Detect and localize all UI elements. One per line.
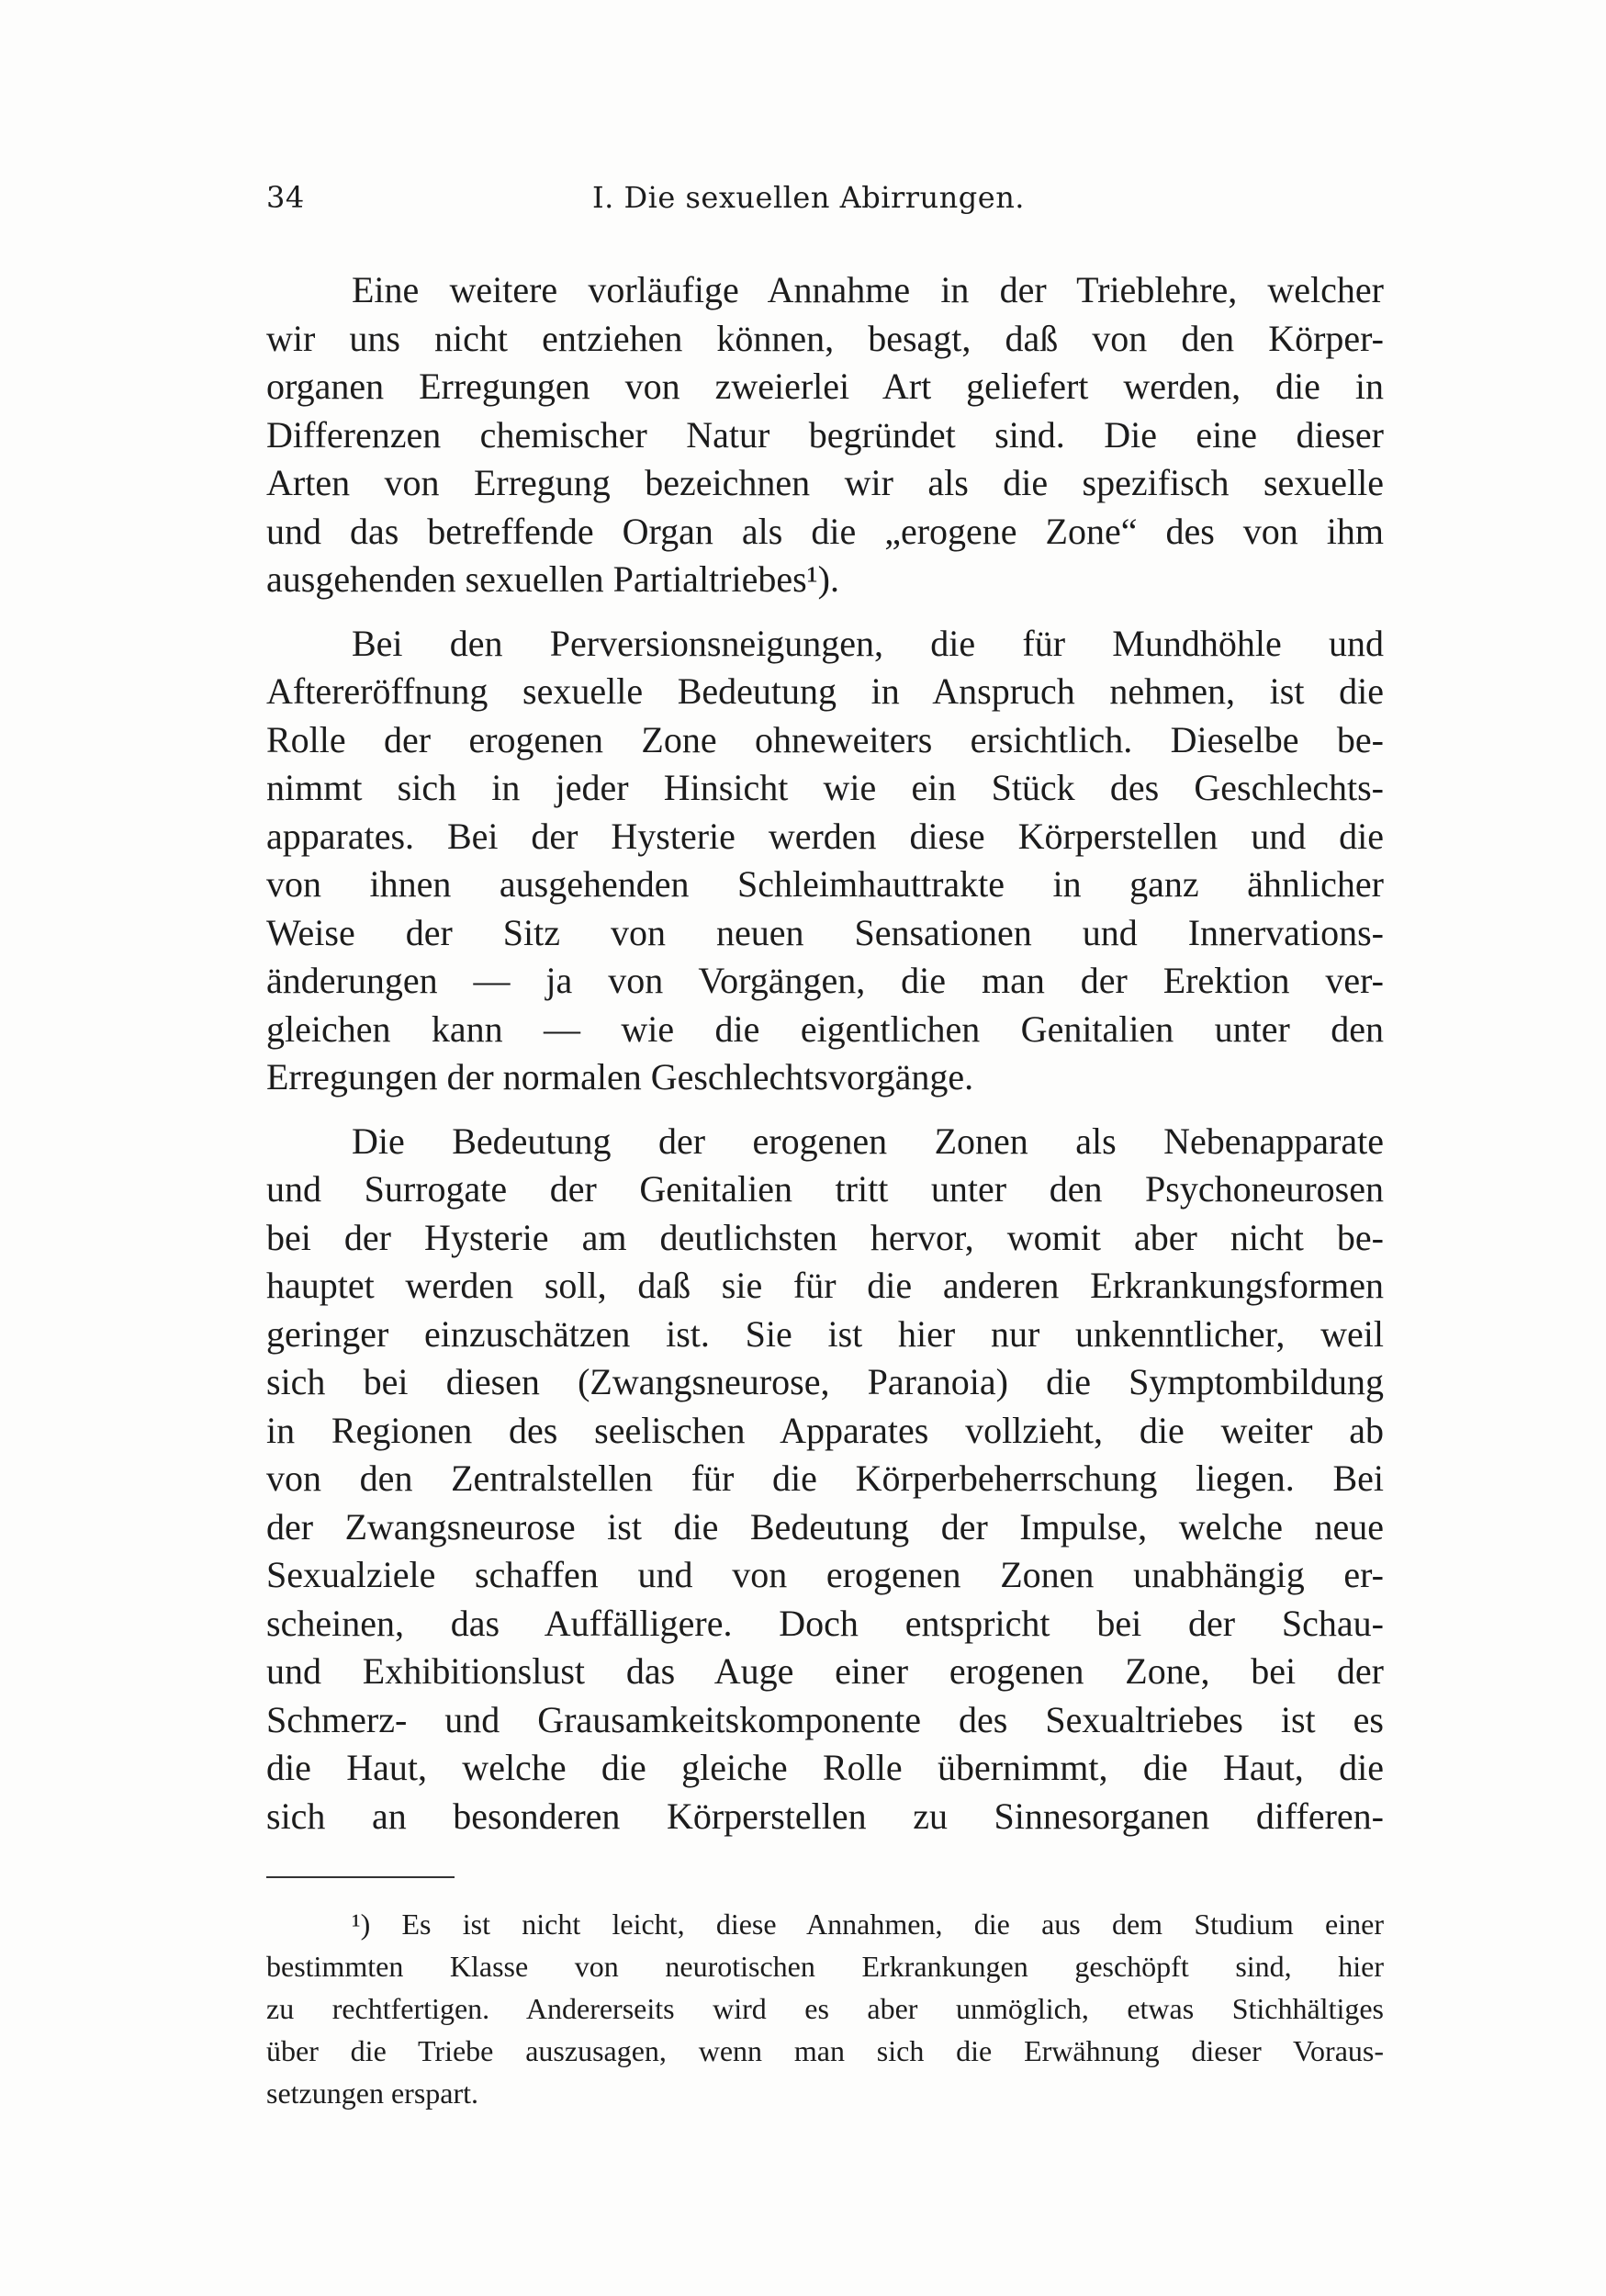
text-line: gleichen kann — wie die eigentlichen Genitalien unter den xyxy=(266,1007,1384,1050)
text-line: Aftereröffnung sexuelle Bedeutung in Anspruch nehmen, ist die xyxy=(266,670,1384,712)
text-line: in Regionen des seelischen Apparates vollzieht, die weiter ab xyxy=(266,1409,1384,1451)
text-line: von ihnen ausgehenden Schleimhauttrakte in ganz ähnlicher xyxy=(266,863,1384,905)
body-text xyxy=(266,266,1384,1856)
text-line: und Exhibitionslust das Auge einer erogenen Zone, bei der xyxy=(266,1650,1384,1692)
footnote-line: setzungen erspart. xyxy=(266,2077,479,2110)
text-line: ausgehenden sexuellen Partialtriebes¹). xyxy=(266,558,839,600)
text-line: Rolle der erogenen Zone ohneweiters ersichtlich. Dieselbe be- xyxy=(266,718,1384,760)
text-line: und das betreffende Organ als die „erogene Zone“ des von ihm xyxy=(266,510,1384,552)
text-line: Weise der Sitz von neuen Sensationen und Innervations- xyxy=(266,911,1384,953)
text-line: Bei den Perversionsneigungen, die für Mundhöhle und xyxy=(352,622,1384,664)
footnote-divider xyxy=(266,1876,455,1878)
text-line: wir uns nicht entziehen können, besagt, daß von den Körper- xyxy=(266,317,1384,359)
text-line: bei der Hysterie am deutlichsten hervor, womit aber nicht be- xyxy=(266,1216,1384,1258)
footnote-line: zu rechtfertigen. Andererseits wird es aber unmöglich, etwas Stichhältiges xyxy=(266,1992,1384,2025)
text-line: hauptet werden soll, daß sie für die anderen Erkrankungsformen xyxy=(266,1265,1384,1306)
text-line: nimmt sich in jeder Hinsicht wie ein Stück des Geschlechts- xyxy=(266,767,1384,808)
text-line: änderungen — ja von Vorgängen, die man der Erektion ver- xyxy=(266,960,1384,1001)
paragraph-2 xyxy=(266,620,1384,1102)
text-line: Differenzen chemischer Natur begründet sind. Die eine dieser xyxy=(266,413,1384,456)
text-line: sich an besonderen Körperstellen zu Sinnesorganen differen- xyxy=(266,1795,1384,1837)
text-line: Erregungen der normalen Geschlechtsvorgänge. xyxy=(266,1056,974,1097)
footnote-line: ¹) Es ist nicht leicht, diese Annahmen, die aus dem Studium einer xyxy=(352,1908,1384,1941)
footnote xyxy=(266,1903,1384,2114)
footnote-line: über die Triebe auszusagen, wenn man sich die Erwähnung dieser Voraus- xyxy=(266,2034,1384,2067)
page-header xyxy=(266,180,1341,235)
paragraph-3 xyxy=(266,1118,1384,1841)
text-line: Schmerz- und Grausamkeitskomponente des Sexualtriebes ist es xyxy=(266,1698,1384,1740)
text-line: und Surrogate der Genitalien tritt unter den Psychoneurosen xyxy=(266,1168,1384,1210)
text-line: der Zwangsneurose ist die Bedeutung der Impulse, welche neue xyxy=(266,1505,1384,1548)
page-number: 34 xyxy=(266,180,305,215)
text-line: Die Bedeutung der erogenen Zonen als Nebenapparate xyxy=(352,1120,1384,1162)
running-title: I. Die sexuellen Abirrungen. xyxy=(592,180,1025,215)
text-line: die Haut, welche die gleiche Rolle übernimmt, die Haut, die xyxy=(266,1747,1384,1788)
text-line: apparates. Bei der Hysterie werden diese Körperstellen und die xyxy=(266,815,1384,857)
paragraph-1 xyxy=(266,266,1384,604)
text-line: organen Erregungen von zweierlei Art geliefert werden, die in xyxy=(266,366,1384,407)
text-line: Sexualziele schaffen und von erogenen Zonen unabhängig er- xyxy=(266,1554,1384,1595)
text-line: von den Zentralstellen für die Körperbeherrschung liegen. Bei xyxy=(266,1458,1384,1499)
text-line: scheinen, das Auffälligere. Doch entspricht bei der Schau- xyxy=(266,1602,1384,1644)
text-line: Eine weitere vorläufige Annahme in der Trieblehre, welcher xyxy=(352,269,1384,310)
text-line: sich bei diesen (Zwangsneurose, Paranoia) die Symptombildung xyxy=(266,1361,1384,1402)
footnote-line: bestimmten Klasse von neurotischen Erkrankungen geschöpft sind, hier xyxy=(266,1950,1384,1983)
text-line: Arten von Erregung bezeichnen wir als die spezifisch sexuelle xyxy=(266,462,1384,503)
text-line: geringer einzuschätzen ist. Sie ist hier nur unkenntlicher, weil xyxy=(266,1312,1384,1355)
